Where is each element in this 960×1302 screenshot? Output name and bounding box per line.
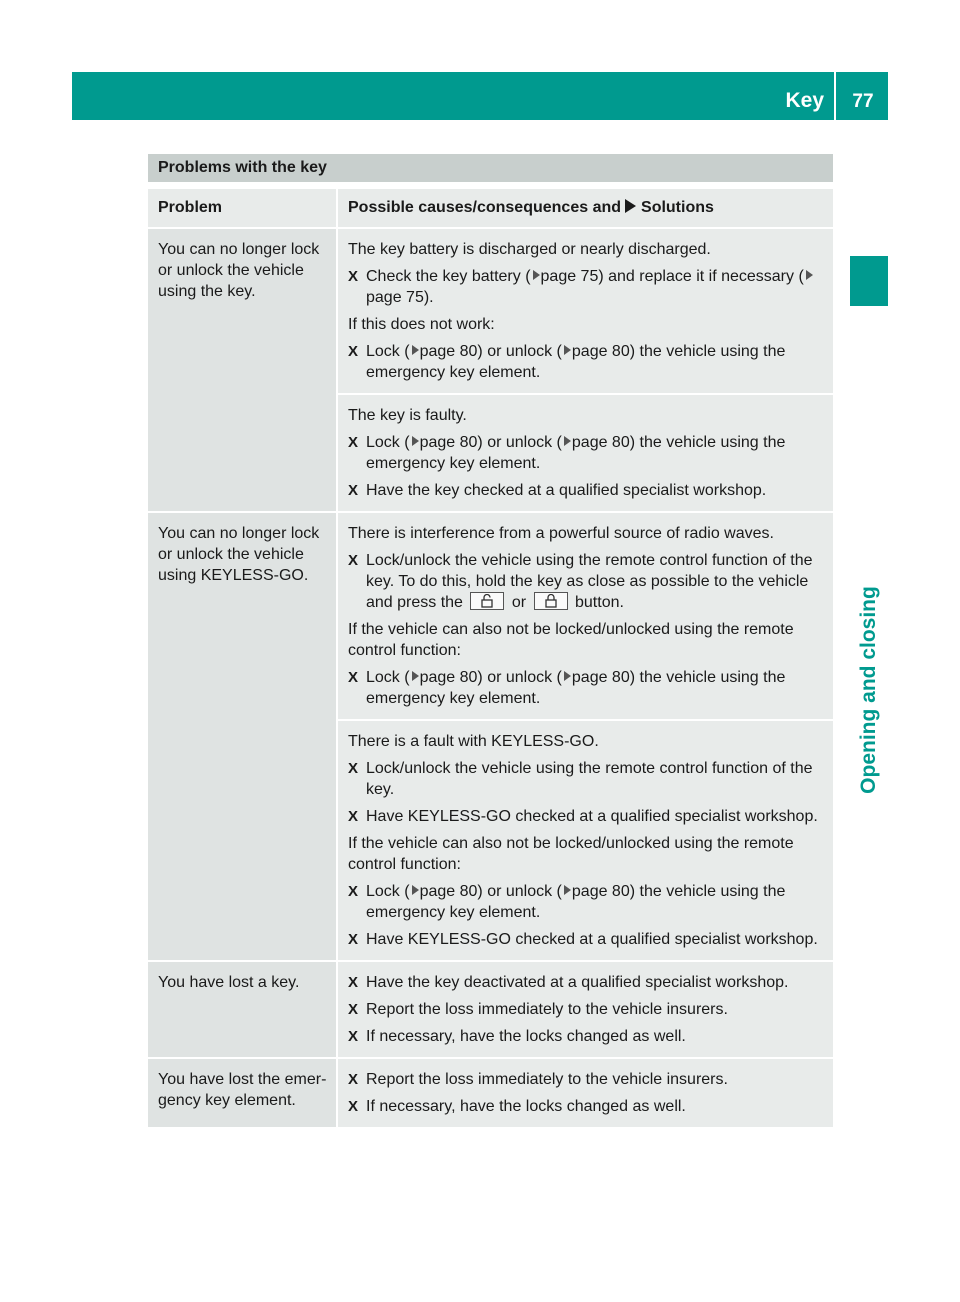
- problems-table: [148, 189, 833, 1129]
- table-row: [148, 1059, 833, 1129]
- lock-button-icon: [534, 592, 568, 610]
- solution-cell: [336, 1059, 833, 1129]
- note-text: If the vehicle can also not be locked/unlocked using the remote control function:: [348, 835, 794, 873]
- step-arrow-icon: X: [348, 1028, 359, 1045]
- solution-step: X Check the key battery ( page 75) and replace it if necessary (page 75).: [348, 266, 829, 308]
- step-arrow-icon: X: [348, 808, 359, 825]
- side-tab-marker: [850, 256, 888, 306]
- step-arrow-icon: X: [348, 669, 359, 686]
- step-arrow-icon: [625, 199, 636, 213]
- page-reference-icon: [806, 270, 813, 280]
- solution-step: X Have KEYLESS-GO checked at a qualified specialist workshop.: [348, 931, 818, 948]
- solution-step: X Lock ( page 80) or unlock ( page 80) the vehicle using the emergency key element.: [348, 669, 786, 707]
- step-arrow-icon: X: [348, 482, 359, 499]
- solution-step: X If necessary, have the locks changed as well.: [348, 1028, 686, 1045]
- step-arrow-icon: X: [348, 343, 359, 360]
- page-reference-icon: [564, 671, 571, 681]
- table-row: [148, 962, 833, 1059]
- step-arrow-icon: X: [348, 1001, 359, 1018]
- page-reference-icon: [412, 345, 419, 355]
- step-arrow-icon: X: [348, 760, 359, 777]
- header-title: Key: [785, 89, 824, 112]
- cause-text: There is interference from a powerful source of radio waves.: [348, 525, 774, 542]
- problem-cell: You have lost a key.: [148, 962, 336, 1059]
- page-reference-icon: [412, 671, 419, 681]
- problem-cell: You can no longer lock or unlock the vehicle using KEYLESS-GO.: [148, 513, 336, 962]
- step-arrow-icon: X: [348, 434, 359, 451]
- page-reference-icon: [564, 436, 571, 446]
- solution-cell: [336, 229, 833, 395]
- step-arrow-icon: X: [348, 1071, 359, 1088]
- page-number: 77: [852, 91, 874, 112]
- step-arrow-icon: X: [348, 1098, 359, 1115]
- page-reference-icon: [533, 270, 540, 280]
- side-chapter-label: [843, 560, 895, 820]
- solution-cell: [336, 962, 833, 1059]
- step-arrow-icon: X: [348, 883, 359, 900]
- solution-step: X Lock ( page 80) or unlock ( page 80) the vehicle using the emergency key element.: [348, 434, 786, 472]
- solution-step: X If necessary, have the locks changed as well.: [348, 1098, 686, 1115]
- header-problem: Problem: [148, 189, 336, 229]
- solution-step: X Have KEYLESS-GO checked at a qualified specialist workshop.: [348, 808, 818, 825]
- unlock-button-icon: [470, 592, 504, 610]
- header-separator: [834, 72, 836, 120]
- table-row: [148, 229, 833, 395]
- solution-step: X Report the loss immediately to the vehicle insurers.: [348, 1001, 728, 1018]
- step-arrow-icon: X: [348, 552, 359, 569]
- page-reference-icon: [412, 436, 419, 446]
- step-arrow-icon: X: [348, 974, 359, 991]
- table-row: [148, 513, 833, 721]
- page-reference-icon: [564, 885, 571, 895]
- side-chapter-text: Opening and closing: [857, 586, 880, 794]
- solution-step: X Lock ( page 80) or unlock ( page 80) the vehicle using the emergency key element.: [348, 883, 786, 921]
- cause-text: The key battery is discharged or nearly discharged.: [348, 241, 711, 258]
- solution-cell: [336, 395, 833, 513]
- problem-cell: You can no longer lock or unlock the vehicle using the key.: [148, 229, 336, 513]
- solution-step: X Have the key checked at a qualified specialist workshop.: [348, 482, 767, 499]
- page-reference-icon: [564, 345, 571, 355]
- header-causes: [336, 189, 833, 229]
- header-solutions-text: Solutions: [641, 199, 714, 216]
- section-title: Problems with the key: [148, 154, 833, 182]
- solution-cell: [336, 721, 833, 962]
- solution-step: X Report the loss immediately to the vehicle insurers.: [348, 1071, 728, 1088]
- step-arrow-icon: X: [348, 268, 359, 285]
- note-text: If this does not work:: [348, 316, 495, 333]
- cause-text: There is a fault with KEYLESS-GO.: [348, 733, 599, 750]
- solution-step: X Have the key deactivated at a qualified specialist workshop.: [348, 974, 789, 991]
- solution-step: X Lock/unlock the vehicle using the remote control function of the key. To do this, hold the key as close as possible to the vehicle and press the or button.: [348, 552, 813, 611]
- solution-step: X Lock/unlock the vehicle using the remote control function of the key.: [348, 760, 813, 798]
- header-causes-text: Possible causes/consequences and: [348, 199, 622, 216]
- cause-text: The key is faulty.: [348, 407, 467, 424]
- solution-step: X Lock ( page 80) or unlock ( page 80) the vehicle using the emergency key element.: [348, 343, 786, 381]
- note-text: If the vehicle can also not be locked/unlocked using the remote control function:: [348, 621, 794, 659]
- table-header-row: [148, 189, 833, 229]
- problem-cell: You have lost the emer-gency key element.: [148, 1059, 336, 1129]
- page-reference-icon: [412, 885, 419, 895]
- solution-cell: [336, 513, 833, 721]
- step-arrow-icon: X: [348, 931, 359, 948]
